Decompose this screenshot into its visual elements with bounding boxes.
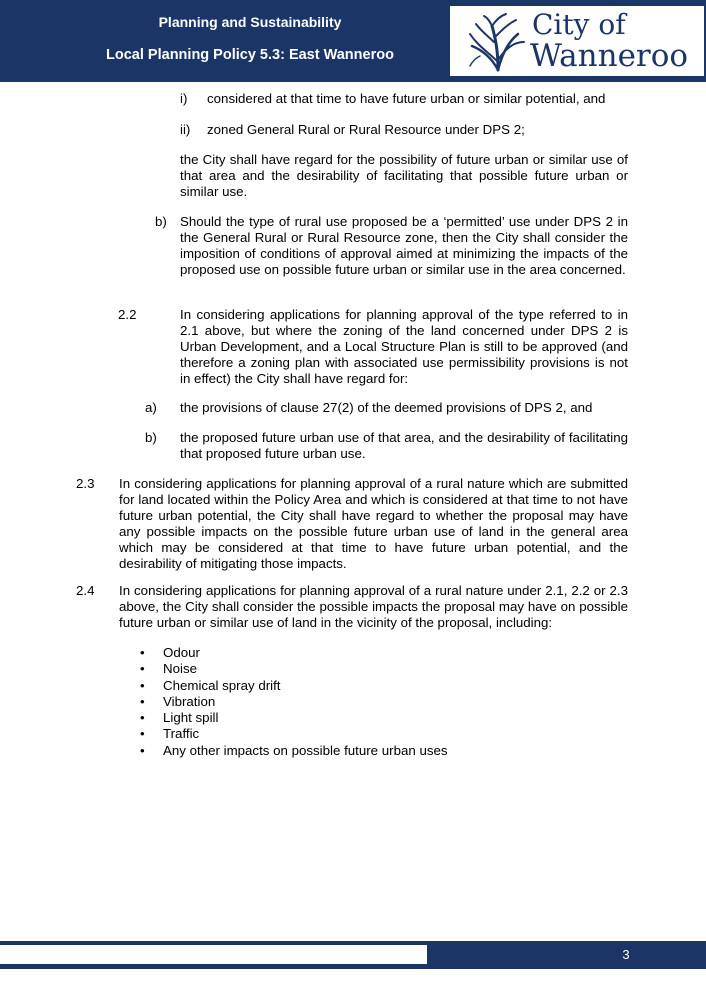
section-2-2-item-a: the provisions of clause 27(2) of the deemed provisions of DPS 2, and: [180, 400, 593, 415]
policy-title: Local Planning Policy 5.3: East Wanneroo: [106, 47, 394, 63]
logo-text-city-of: City of: [532, 8, 626, 41]
footer-white-panel: [0, 945, 427, 964]
list-item-i: considered at that time to have future urban or similar potential, and: [207, 91, 606, 106]
logo-text-wanneroo: Wanneroo: [530, 38, 689, 74]
list-label-b: b): [155, 214, 167, 229]
list-item: • Vibration: [140, 694, 448, 710]
list-label-ii: ii): [180, 122, 191, 137]
list-label-i: i): [180, 91, 188, 106]
page-header: [0, 0, 706, 82]
list-item: • Light spill: [140, 710, 448, 726]
list-item: • Noise: [140, 661, 448, 677]
list-item: • Any other impacts on possible future urban uses: [140, 743, 448, 759]
page-number: 3: [622, 947, 630, 962]
list-item: • Chemical spray drift: [140, 678, 448, 694]
department-title: Planning and Sustainability: [158, 14, 342, 30]
section-number-2-2: 2.2: [118, 307, 137, 322]
city-logo: [450, 6, 704, 76]
section-number-2-3: 2.3: [76, 476, 95, 491]
list-item: • Odour: [140, 645, 448, 661]
section-2-2-text: In considering applications for planning approval of the type referred to in 2.1 above, but where the zoning of the land concerned under DPS 2 is Urban Development, and a Local Structure Plan is still to be approved (and therefore a zoning plan with associated use permissibility provisions is not in effect) the City shall have regard for:: [180, 307, 628, 386]
regard-paragraph: the City shall have regard for the possibility of future urban or similar use of that area and the desirability of facilitating that possible future urban or similar use.: [180, 152, 628, 199]
section-2-2-label-b: b): [145, 430, 157, 445]
list-item-ii: zoned General Rural or Rural Resource under DPS 2;: [207, 122, 525, 137]
section-2-3-text: In considering applications for planning approval of a rural nature which are submitted for land located within the Policy Area and which is considered at that time to not have future urban potential, the City shall have regard to whether the proposal may have any possible impacts on the possible future urban use of land in the general area which may be considered at that time to have future urban potential, and the desirability of mitigating those impacts.: [119, 476, 628, 571]
section-2-4-text: In considering applications for planning approval of a rural nature under 2.1, 2.2 or 2.3 above, the City shall consider the possible impacts the proposal may have on possible future urban or similar use of land in the vicinity of the proposal, including:: [119, 583, 628, 630]
banksia-flower-icon: [468, 12, 526, 72]
impacts-list: [140, 645, 448, 759]
list-item-b: Should the type of rural use proposed be a ‘permitted’ use under DPS 2 in the General Rural or Rural Resource zone, then the City shall consider the imposition of conditions of approval aimed at minimizing the impacts of the proposed use on possible future urban or similar use in the area concerned.: [180, 214, 628, 277]
section-number-2-4: 2.4: [76, 583, 95, 598]
section-2-2-label-a: a): [145, 400, 157, 415]
list-item: • Traffic: [140, 726, 448, 742]
section-2-2-item-b: the proposed future urban use of that area, and the desirability of facilitating that proposed future urban use.: [180, 430, 628, 461]
